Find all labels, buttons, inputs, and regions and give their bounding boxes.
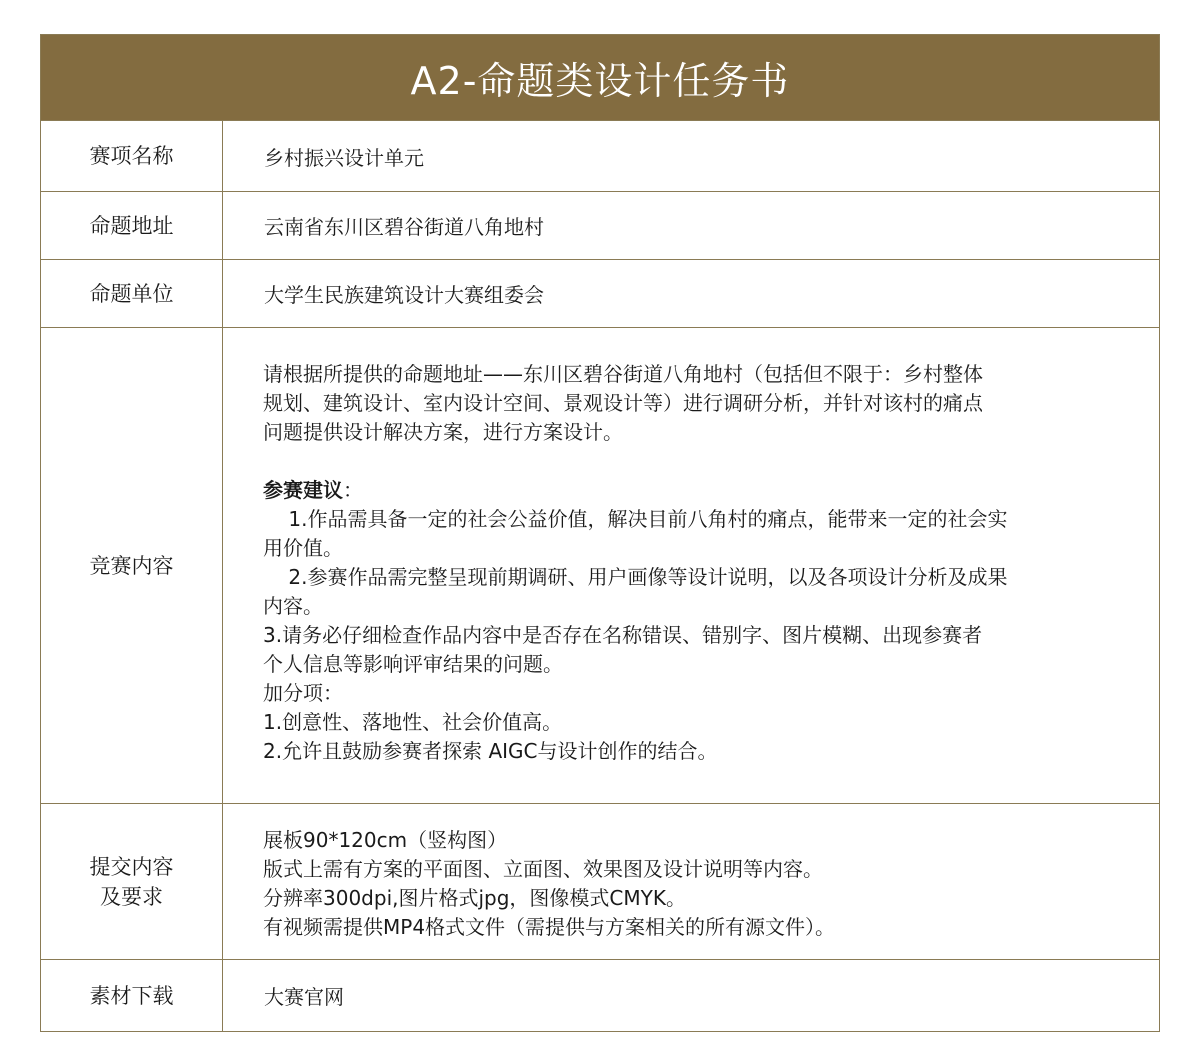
value-cell [223, 960, 1159, 1031]
suggestion-line: 3.请务必仔细检查作品内容中是否存在名称错误、错别字、图片模糊、出现参赛者 [263, 623, 983, 647]
row-contest-content [41, 327, 1159, 803]
row-label: 素材下载 [89, 983, 174, 1008]
bonus-line: 2.允许且鼓励参赛者探索 AIGC与设计创作的结合。 [263, 739, 718, 763]
suggest-title: 参赛建议 [263, 478, 343, 502]
row-event-name [41, 120, 1159, 191]
row-label: 提交内容 及要求 [89, 854, 174, 909]
submission-line: 版式上需有方案的平面图、立面图、效果图及设计说明等内容。 [263, 857, 823, 881]
submission-line: 分辨率300dpi,图片格式jpg，图像模式CMYK。 [263, 886, 686, 910]
page-title: A2-命题类设计任务书 [410, 59, 790, 103]
title-bar [41, 35, 1159, 120]
intro-line: 请根据所提供的命题地址——东川区碧谷街道八角地村（包括但不限于：乡村整体 [263, 362, 983, 386]
row-organizer [41, 259, 1159, 327]
label-cell [41, 960, 223, 1031]
label-cell [41, 260, 223, 327]
suggestion-line: 用价值。 [263, 536, 343, 560]
value-cell [223, 192, 1159, 259]
row-value: 乡村振兴设计单元 [264, 145, 424, 170]
submission-line: 展板90*120cm（竖构图） [263, 828, 508, 852]
row-label: 竞赛内容 [89, 553, 174, 578]
suggestion-line: 个人信息等影响评审结果的问题。 [263, 652, 563, 676]
value-cell [223, 260, 1159, 327]
submission-content [263, 826, 835, 942]
row-value: 大学生民族建筑设计大赛组委会 [264, 283, 544, 307]
label-cell [41, 192, 223, 259]
bonus-line: 1.创意性、落地性、社会价值高。 [263, 710, 563, 734]
submission-line: 有视频需提供MP4格式文件（需提供与方案相关的所有源文件）。 [263, 915, 836, 939]
suggestion-line: 内容。 [263, 594, 323, 618]
label-cell [41, 121, 223, 191]
label-cell [41, 328, 223, 803]
suggest-heading [263, 476, 1008, 505]
row-material-download [41, 959, 1159, 1031]
row-value: 云南省东川区碧谷街道八角地村 [264, 215, 544, 239]
suggestion-line: 1.作品需具备一定的社会公益价值，解决目前八角村的痛点，能带来一定的社会实 [263, 507, 1008, 531]
download-link[interactable]: 大赛官网 [264, 985, 344, 1009]
intro-line: 规划、建筑设计、室内设计空间、景观设计等）进行调研分析，并针对该村的痛点 [263, 391, 983, 415]
intro-line: 问题提供设计解决方案，进行方案设计。 [263, 420, 623, 444]
spacer [263, 447, 1008, 476]
suggestion-line: 2.参赛作品需完整呈现前期调研、用户画像等设计说明，以及各项设计分析及成果 [263, 565, 1008, 589]
bonus-heading: 加分项： [263, 681, 343, 705]
row-address [41, 191, 1159, 259]
row-label: 命题单位 [89, 281, 174, 306]
row-label: 赛项名称 [89, 144, 174, 168]
row-label: 命题地址 [89, 213, 174, 238]
suggest-colon: ： [343, 478, 363, 502]
value-cell [223, 121, 1159, 191]
row-submission [41, 803, 1159, 959]
task-sheet [40, 34, 1160, 1032]
label-cell [41, 804, 223, 959]
contest-content [263, 360, 1008, 766]
